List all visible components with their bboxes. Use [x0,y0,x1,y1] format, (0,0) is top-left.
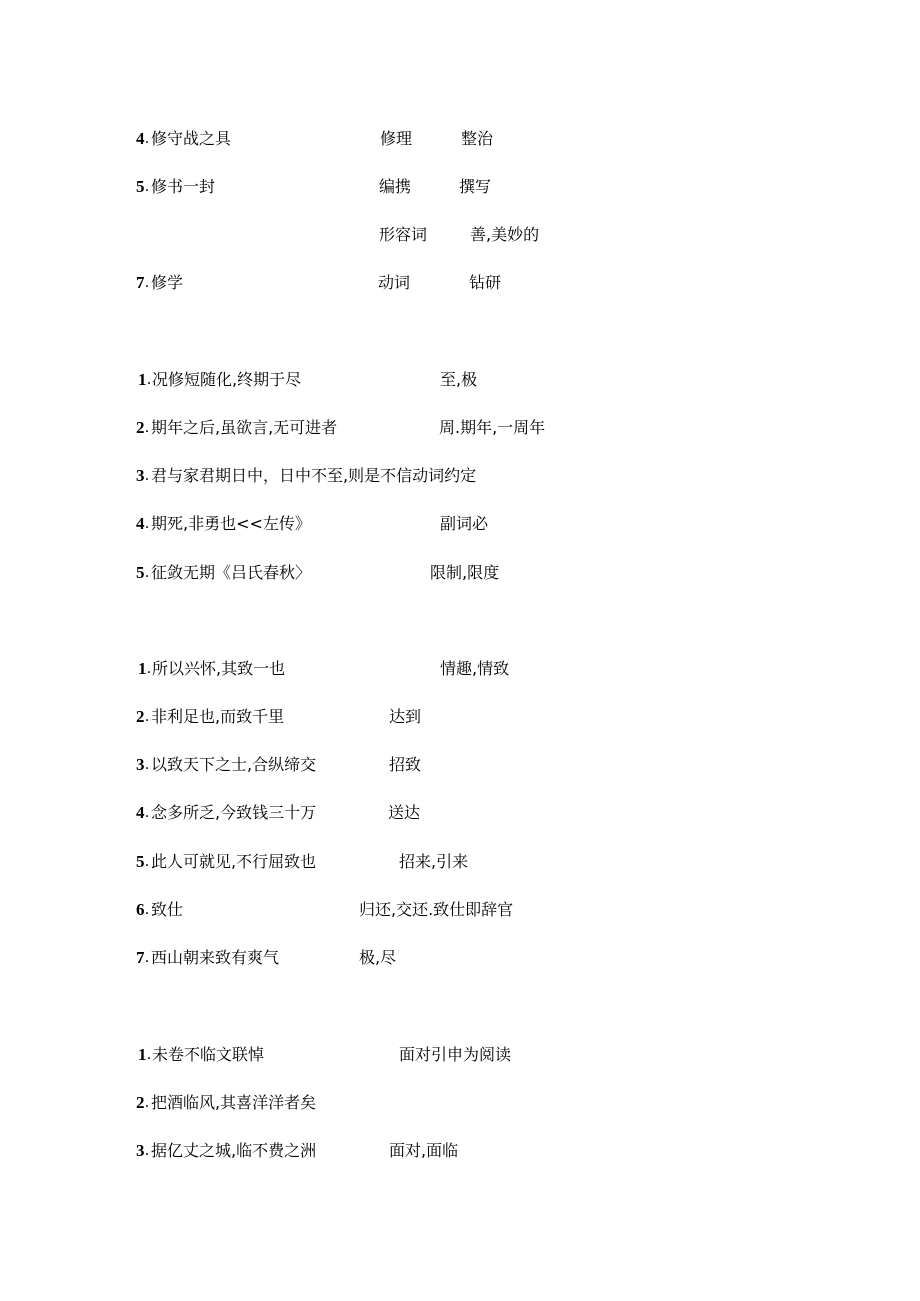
example-sentence: 以致天下之士,合纵缔交 [151,755,317,774]
gloss-primary: 归还,交还.致仕即辞官 [359,900,514,919]
gloss-secondary: 善,美妙的 [470,225,540,244]
item-separator: . [145,178,149,195]
example-sentence: 征敛无期《吕氏春秋〉 [151,563,312,582]
section-1-row-1 [0,126,920,152]
section-3-row-7 [0,945,920,971]
item-separator: . [145,853,149,870]
section-3-row-2 [0,704,920,730]
item-number: 1 [138,370,147,389]
item-number: 1 [138,1045,147,1064]
section-3-row-1 [0,656,920,682]
example-sentence: 非利足也,而致千里 [151,707,285,726]
section-1-row-4 [0,270,920,296]
gloss-primary: 面对引申为阅读 [399,1045,512,1064]
example-sentence: 据亿丈之城,临不费之洲 [151,1141,317,1160]
example-sentence: 修书一封 [151,177,216,196]
item-separator: . [145,515,149,532]
section-2-row-3 [0,463,920,489]
item-separator: . [145,1094,149,1111]
section-3-row-3 [0,752,920,778]
item-number: 3 [136,755,145,774]
section-4-row-1 [0,1042,920,1068]
gloss-primary: 限制,限度 [430,563,500,582]
gloss-primary: 修理 [380,129,413,148]
example-sentence: 致仕 [151,900,184,919]
example-sentence: 修守战之具 [151,129,232,148]
item-separator: . [145,804,149,821]
item-number: 4 [136,129,145,148]
example-sentence: 此人可就见,不行屈致也 [151,852,317,871]
item-number: 5 [136,177,145,196]
example-sentence: 西山朝来致有爽气 [151,948,280,967]
item-separator: . [145,564,149,581]
section-1-row-2 [0,174,920,200]
gloss-primary: 编携 [379,177,412,196]
item-number: 7 [136,273,145,292]
section-2-row-2 [0,415,920,441]
item-separator: . [145,467,149,484]
item-number: 2 [136,1093,145,1112]
example-sentence: 况修短随化,终期于尽 [152,370,302,389]
item-number: 6 [136,900,145,919]
item-number: 2 [136,707,145,726]
item-separator: . [147,1046,151,1063]
item-separator: . [145,274,149,291]
gloss-primary: 极,尽 [359,948,397,967]
example-sentence: 念多所乏,今致钱三十万 [151,803,317,822]
section-2-row-4 [0,511,920,537]
item-number: 5 [136,852,145,871]
item-number: 2 [136,418,145,437]
gloss-primary: 形容词 [379,225,428,244]
gloss-secondary: 钻研 [469,273,502,292]
example-sentence: 君与家君期日中，日中不至,则是不信动词约定 [151,466,477,485]
gloss-secondary: 撰写 [459,177,492,196]
gloss-primary: 送达 [388,803,421,822]
item-number: 5 [136,563,145,582]
item-separator: . [147,371,151,388]
item-separator: . [145,708,149,725]
item-number: 4 [136,803,145,822]
gloss-primary: 招致 [389,755,422,774]
gloss-secondary: 整治 [461,129,494,148]
example-sentence: 所以兴怀,其致一也 [152,659,286,678]
item-separator: . [147,660,151,677]
example-sentence: 期年之后,虽欲言,无可进者 [151,418,338,437]
item-separator: . [145,901,149,918]
gloss-primary: 至,极 [440,370,478,389]
item-number: 7 [136,948,145,967]
item-separator: . [145,419,149,436]
section-3-row-5 [0,849,920,875]
item-number: 1 [138,659,147,678]
section-3-row-6 [0,897,920,923]
item-number: 3 [136,1141,145,1160]
gloss-primary: 情趣,情致 [440,659,510,678]
item-separator: . [145,949,149,966]
section-4-row-2 [0,1090,920,1116]
example-sentence: 期死,非勇也<<左传》 [151,514,311,533]
gloss-primary: 面对,面临 [389,1141,459,1160]
section-4-row-3 [0,1138,920,1164]
item-separator: . [145,756,149,773]
gloss-primary: 招来,引来 [399,852,469,871]
example-sentence: 把酒临风,其喜洋洋者矣 [151,1093,317,1112]
example-sentence: 修学 [151,273,184,292]
item-number: 3 [136,466,145,485]
section-2-row-5 [0,560,920,586]
item-separator: . [145,1142,149,1159]
section-2-row-1 [0,367,920,393]
section-3-row-4 [0,800,920,826]
example-sentence: 未卷不临文联悼 [152,1045,265,1064]
gloss-primary: 动词 [378,273,411,292]
gloss-primary: 周.期年,一周年 [439,418,546,437]
item-number: 4 [136,514,145,533]
gloss-primary: 副词必 [440,514,489,533]
gloss-primary: 达到 [389,707,422,726]
section-1-row-3 [0,222,920,248]
item-separator: . [145,130,149,147]
